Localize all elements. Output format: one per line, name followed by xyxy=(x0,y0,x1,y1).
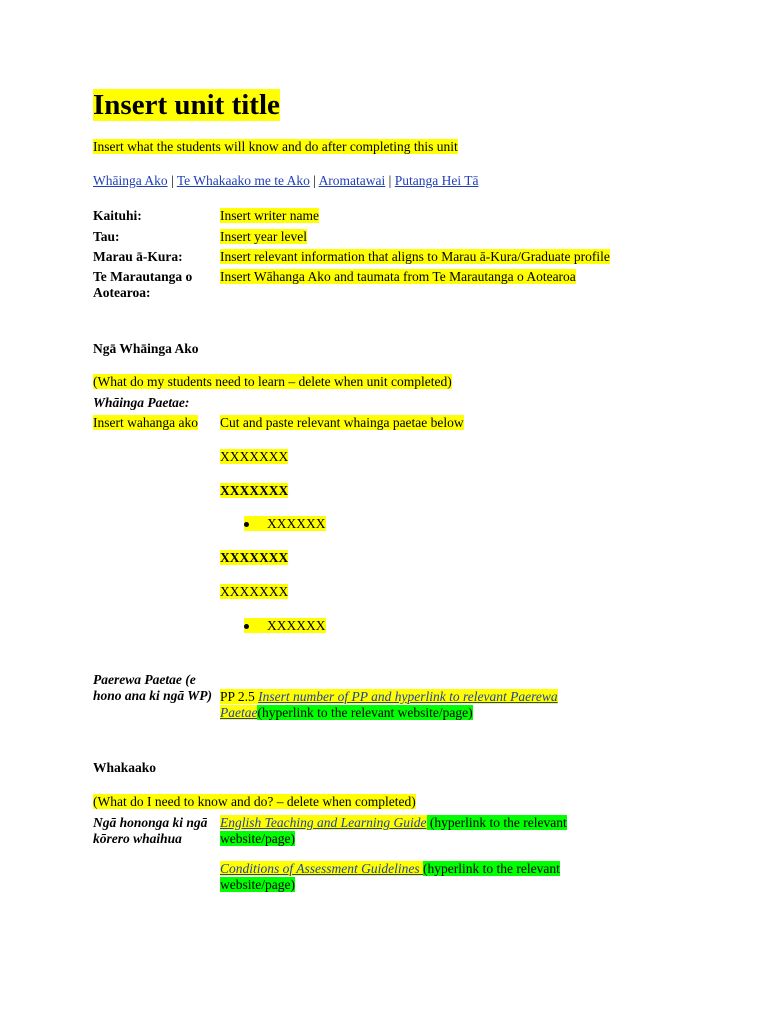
whainga-instruction-text: Cut and paste relevant whainga paetae below xyxy=(220,415,464,430)
whainga-item-text: XXXXXXX xyxy=(220,449,289,464)
whainga-item xyxy=(220,483,288,499)
paerewa-suffix: (hyperlink to the relevant website/page) xyxy=(257,705,473,720)
whainga-bullet-item xyxy=(244,618,326,634)
resource-link[interactable]: Conditions of Assessment Guidelines xyxy=(220,861,424,876)
meta-value-marautanga xyxy=(220,269,576,285)
whainga-instruction xyxy=(220,415,464,431)
whainga-paetae-label: Whāinga Paetae: xyxy=(93,395,190,410)
whakaako-note-text: (What do I need to know and do? – delete when completed) xyxy=(93,794,416,809)
unit-title xyxy=(93,88,280,122)
nav-link-whainga-ako[interactable]: Whāinga Ako xyxy=(93,173,168,188)
whainga-bullet-item xyxy=(244,516,326,532)
wahanga-cell xyxy=(93,415,198,431)
paerewa-prefix: PP 2.5 xyxy=(220,689,259,704)
wahanga-cell-text: Insert wahanga ako xyxy=(93,415,198,430)
resource-note: (hyperlink to the relevant website/page) xyxy=(220,861,560,892)
unit-subtitle xyxy=(93,139,458,155)
section-nav xyxy=(93,173,478,189)
whainga-note xyxy=(93,374,452,390)
meta-value-text: Insert year level xyxy=(220,229,307,244)
meta-value-kaituhi xyxy=(220,208,319,224)
meta-value-tau xyxy=(220,229,307,245)
whakaako-heading: Whakaako xyxy=(93,760,157,775)
paerewa-link[interactable]: Insert number of PP and hyperlink to relevant Paerewa Paetae xyxy=(220,689,558,720)
resource-note: (hyperlink to the relevant website/page) xyxy=(220,815,567,846)
unit-title-text: Insert unit title xyxy=(93,89,280,121)
whainga-item xyxy=(220,550,288,566)
meta-value-text: Insert relevant information that aligns to Marau ā-Kura/Graduate profile xyxy=(220,249,610,264)
meta-label-tau: Tau: xyxy=(93,229,120,244)
whakaako-label: Ngā hononga ki ngā kōrero whaihua xyxy=(93,815,208,846)
nav-link-aromatawai[interactable]: Aromatawai xyxy=(318,173,386,188)
nav-separator: | xyxy=(167,173,177,188)
whakaako-note xyxy=(93,794,416,810)
whainga-item-text: XXXXXXX xyxy=(220,584,289,599)
nav-separator: | xyxy=(309,173,319,188)
bullet-icon xyxy=(244,624,249,629)
resource-link[interactable]: English Teaching and Learning Guide xyxy=(220,815,427,830)
nav-link-putanga[interactable]: Putanga Hei Tā xyxy=(394,173,479,188)
unit-subtitle-text: Insert what the students will know and do after completing this unit xyxy=(93,139,458,154)
meta-value-text: Insert writer name xyxy=(220,208,319,223)
resource-item xyxy=(220,815,620,847)
whainga-item-text: XXXXXXX xyxy=(220,483,289,498)
meta-label-marautanga: Te Marautanga o Aotearoa: xyxy=(93,269,193,300)
whainga-item xyxy=(220,449,288,465)
whainga-item xyxy=(220,584,288,600)
meta-label-marau: Marau ā-Kura: xyxy=(93,249,183,264)
meta-value-text: Insert Wāhanga Ako and taumata from Te Marautanga o Aotearoa xyxy=(220,269,576,284)
resource-item xyxy=(220,861,620,893)
whainga-heading: Ngā Whāinga Ako xyxy=(93,341,199,356)
meta-value-marau xyxy=(220,249,610,265)
whainga-note-text: (What do my students need to learn – delete when unit completed) xyxy=(93,374,452,389)
whainga-item-text: XXXXXX xyxy=(267,618,326,633)
meta-label-kaituhi: Kaituhi: xyxy=(93,208,142,223)
nav-separator: | xyxy=(385,173,395,188)
whainga-item-text: XXXXXXX xyxy=(220,550,289,565)
nav-link-te-whakaako[interactable]: Te Whakaako me te Ako xyxy=(176,173,310,188)
bullet-icon xyxy=(244,522,249,527)
whainga-item-text: XXXXXX xyxy=(267,516,326,531)
paerewa-label: Paerewa Paetae (e hono ana ki ngā WP) xyxy=(93,672,213,703)
paerewa-value xyxy=(220,689,620,721)
